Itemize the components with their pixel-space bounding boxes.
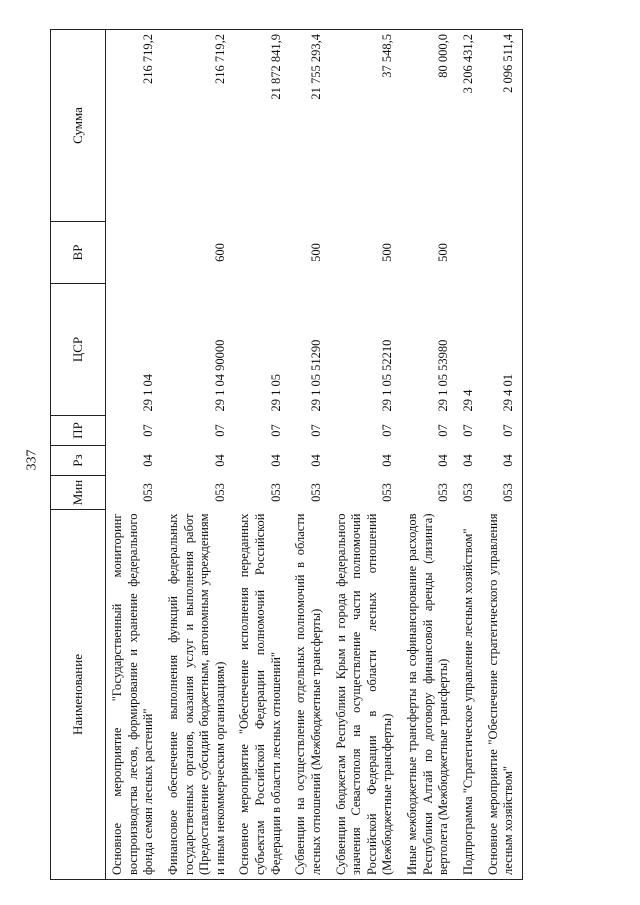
row-rz: 04: [482, 446, 523, 476]
table-row: [482, 30, 523, 880]
row-name: Основное мероприятие "Обеспечение стратегического управления лесным хозяйством": [482, 510, 523, 880]
row-sum: 37 548,5: [330, 30, 402, 222]
row-sum: 216 719,2: [162, 30, 234, 222]
row-sum: 21 872 841,9: [233, 30, 289, 222]
row-sum: 3 206 431,2: [457, 30, 482, 222]
row-name: Основное мероприятие "Государственный мониторинг воспроизводства лесов, формирование и хранение федерального фонда семян лесных растений": [106, 510, 162, 880]
table-row: [289, 30, 329, 880]
row-csr: 29 1 05 51290: [308, 339, 323, 412]
header-rz: Рз: [51, 446, 106, 476]
row-vr: 600: [212, 243, 227, 262]
table-row: [106, 30, 162, 880]
row-name: Финансовое обеспечение выполнения функций федеральных государственных органов, оказания услуг и выполнения работ (Предоставление субсидий бюджетным, автономным учреждениям и иным некоммерческим организациям): [162, 510, 234, 880]
row-min: 053: [380, 483, 395, 502]
budget-table: [50, 29, 523, 880]
row-rz: 04: [436, 454, 451, 467]
row-rz: 04: [308, 454, 323, 467]
row-vr: [106, 222, 162, 284]
row-rz: 04: [268, 454, 283, 467]
row-csr: 29 4: [460, 389, 475, 412]
table-row: [457, 30, 482, 880]
row-vr: [482, 222, 523, 284]
header-pr: ПР: [51, 416, 106, 446]
row-sum: 80 000,0: [401, 30, 457, 222]
row-min: 053: [460, 483, 475, 502]
row-vr: 500: [436, 243, 451, 262]
table-row: [330, 30, 402, 880]
row-sum: 2 096 511,4: [482, 30, 523, 222]
row-pr: 07: [482, 416, 523, 446]
row-min: 053: [436, 483, 451, 502]
row-csr: 29 4 01: [482, 284, 523, 416]
row-min: 053: [268, 483, 283, 502]
table-row: [162, 30, 234, 880]
header-csr: ЦСР: [51, 284, 106, 416]
row-rz: 04: [380, 454, 395, 467]
header-row: [51, 30, 106, 880]
header-sum: Сумма: [51, 30, 106, 222]
row-pr: 07: [436, 424, 451, 437]
row-min: 053: [141, 483, 156, 502]
row-name: Субвенции бюджетам Республики Крым и города федерального значения Севастополя на осуществление части полномочий Российской Федерации в области лесных отношений (Межбюджетные трансферты): [330, 510, 402, 880]
row-pr: 07: [212, 424, 227, 437]
header-name: Наименование: [51, 510, 106, 880]
rotated-page: [50, 30, 610, 880]
row-csr: 29 1 05 53980: [436, 339, 451, 412]
row-pr: 07: [380, 424, 395, 437]
row-name: Основное мероприятие "Обеспечение исполнения переданных субъектам Российской Федерации полномочий Российской Федерации в области лесных отношений": [233, 510, 289, 880]
page-number: 337: [24, 449, 40, 471]
row-name: Иные межбюджетные трансферты на софинансирование расходов Республики Алтай по договору финансовой аренды (лизинга) вертолета (Межбюджетные трансферты): [401, 510, 457, 880]
row-rz: 04: [212, 454, 227, 467]
header-vr: ВР: [51, 222, 106, 284]
row-sum: 21 755 293,4: [289, 30, 329, 222]
row-name: Подпрограмма "Стратегическое управление лесным хозяйством": [457, 510, 482, 880]
row-pr: 07: [268, 424, 283, 437]
row-pr: 07: [460, 424, 475, 437]
row-csr: 29 1 05 52210: [380, 339, 395, 412]
row-min: 053: [212, 483, 227, 502]
row-csr: 29 1 04: [141, 374, 156, 412]
row-vr: [457, 222, 482, 284]
row-vr: [233, 222, 289, 284]
table-row: [401, 30, 457, 880]
row-vr: 500: [308, 243, 323, 262]
row-rz: 04: [460, 454, 475, 467]
row-rz: 04: [141, 454, 156, 467]
header-min: Мин: [51, 476, 106, 510]
row-pr: 07: [308, 424, 323, 437]
row-sum: 216 719,2: [106, 30, 162, 222]
row-csr: 29 1 05: [268, 374, 283, 412]
table-row: [233, 30, 289, 880]
row-name: Субвенции на осуществление отдельных полномочий в области лесных отношений (Межбюджетные трансферты): [289, 510, 329, 880]
row-vr: 500: [380, 243, 395, 262]
row-csr: 29 1 04 90000: [212, 339, 227, 412]
row-min: 053: [482, 476, 523, 510]
row-pr: 07: [141, 424, 156, 437]
row-min: 053: [308, 483, 323, 502]
